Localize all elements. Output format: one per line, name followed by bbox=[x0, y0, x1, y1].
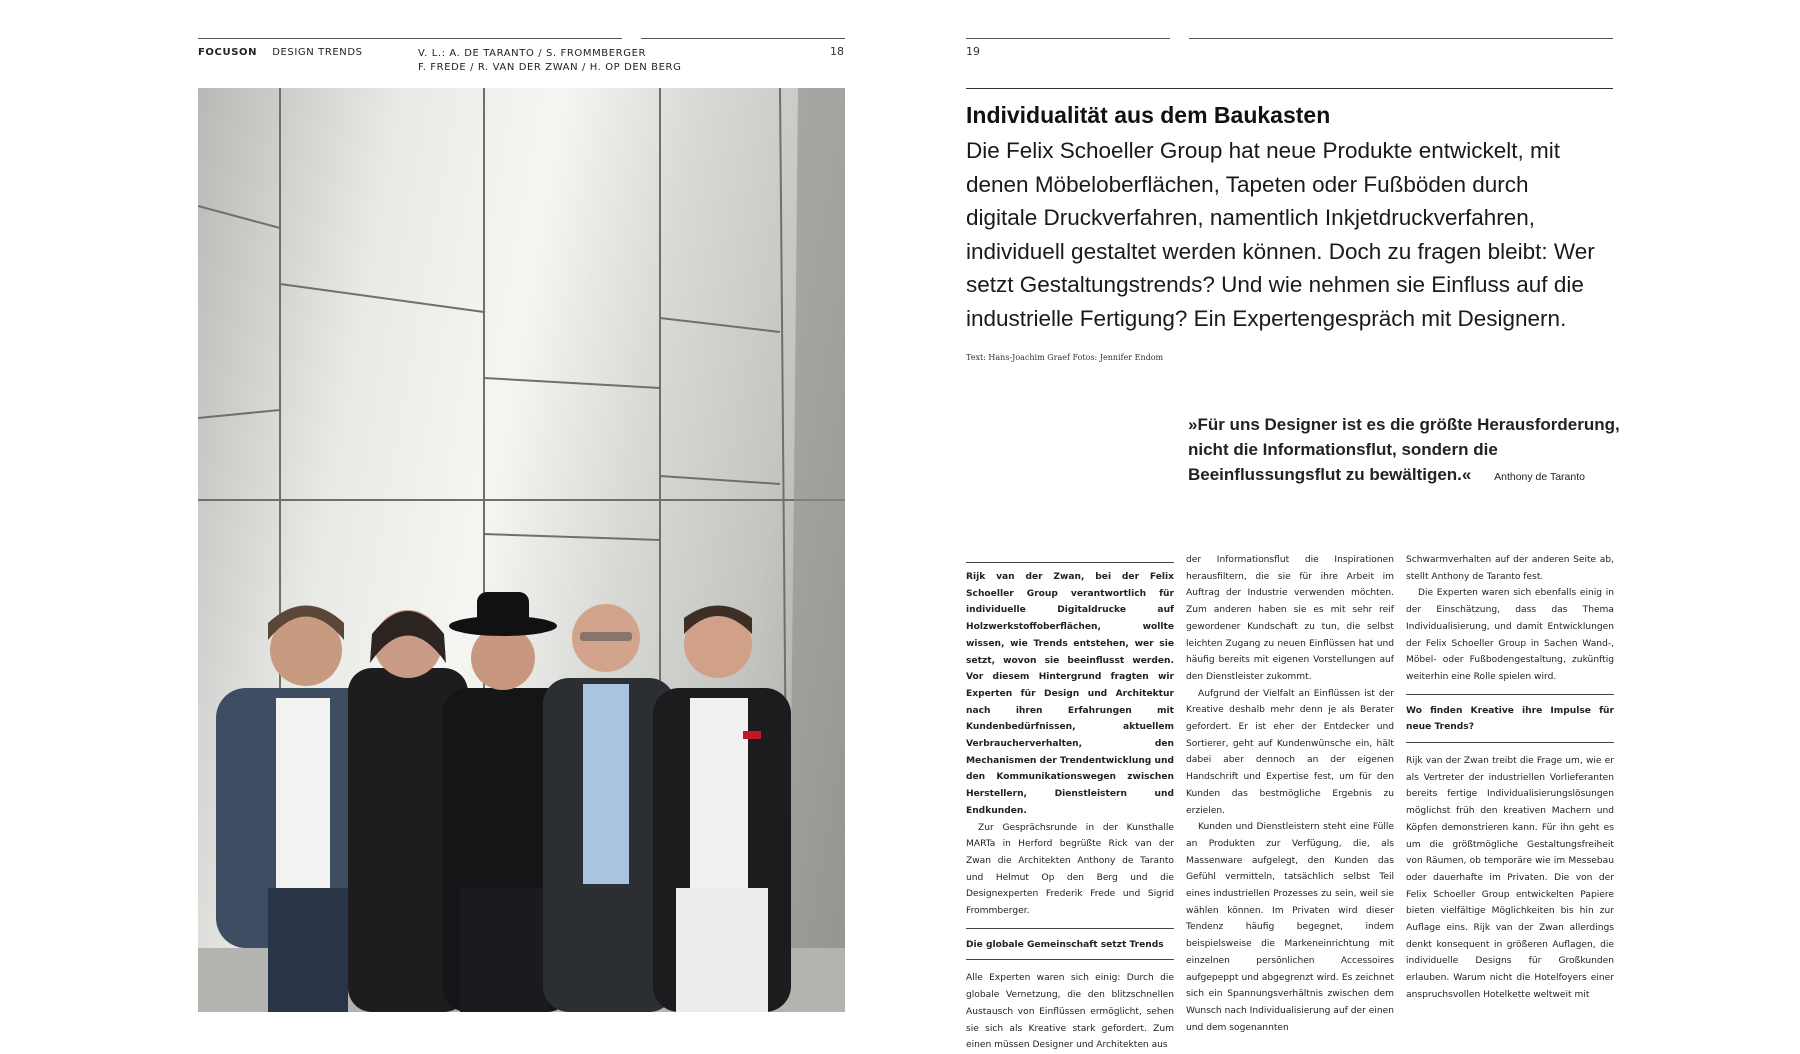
photo-caption bbox=[418, 47, 681, 75]
header-rule-left-2 bbox=[641, 38, 845, 39]
subheading: Wo finden Kreative ihre Impulse für neue Trends? bbox=[1406, 694, 1614, 743]
subheading: Die globale Gemeinschaft setzt Trends bbox=[966, 928, 1174, 961]
body-paragraph: Kunden und Dienstleistern steht eine Fülle an Produkten zur Verfügung, die, als Massenware aufgelegt, den Kunden das Gefühl vermitteln, tatsächlich selbst Teil eines industriellen Prozesses zu sein, weil sie wählen können. Im Privaten wird dieser Tendenz häufig begegnet, indem beispielsweise die Markeneinrichtung mit einzelnen persönlichen Accessoires aufgepeppt und abgegrenzt wird. Es zeichnet sich ein Spannungsverhältnis zwischen dem Wunsch nach Individualisierung auf der einen und dem sogenannten bbox=[1186, 822, 1394, 1033]
group-photo-illustration bbox=[198, 88, 845, 1012]
body-paragraph: Zur Gesprächsrunde in der Kunsthalle MARTa in Herford begrüßte Rick van der Zwan die Architekten Anthony de Taranto und Helmut Op den Berg und die Designexperten Frederik Frede und Sigrid Frommberger. bbox=[966, 822, 1174, 917]
body-paragraph: der Informationsflut die Inspirationen herausfiltern, die sie für ihre Arbeit im Auftrag der Industrie verwenden möchten. Zum anderen haben sie es mit sehr reif gewordener Kundschaft zu tun, die selbst leichten Zugang zu neuen Einflüssen hat und häufig bereits mit eigenen Vorstellungen auf den Dienstleister zukommt. bbox=[1186, 555, 1394, 682]
header-rule-right-2 bbox=[1189, 38, 1613, 39]
group-photo bbox=[198, 88, 845, 1012]
article-lead: Die Felix Schoeller Group hat neue Produkte entwickelt, mit denen Möbeloberflächen, Tapeten oder Fußböden durch digitale Druckverfahren, namentlich Inkjetdruckverfahren, individuell gestaltet werden können. Doch zu fragen bleibt: Wer setzt Gestaltungstrends? Und wie nehmen sie Einfluss auf die industrielle Fertigung? Ein Expertengespräch mit Designern. bbox=[966, 138, 1595, 331]
article-title: Individualität aus dem Baukasten bbox=[966, 102, 1331, 128]
section-prefix: FOCUS bbox=[198, 47, 239, 58]
section-on: ON bbox=[239, 47, 258, 58]
title-rule bbox=[966, 88, 1613, 89]
header-rule-left bbox=[198, 38, 622, 39]
section-name: DESIGN TRENDS bbox=[272, 47, 363, 58]
page-number-right: 19 bbox=[966, 45, 980, 58]
pull-quote-attribution: Anthony de Taranto bbox=[1494, 471, 1585, 483]
body-paragraph: Rijk van der Zwan treibt die Frage um, wie er als Vertreter der industriellen Vorlieferanten bereits fertige Individualisierungslösungen möglichst früh den kreativen Machern und Köpfen demonstrieren kann. Für ihn geht es um die größtmögliche Gestaltungsfreiheit von Räumen, ob temporäre wie im Messebau oder dauerhafte im Privaten. Die von der Felix Schoeller Group entwickelten Papiere bieten vielfältige Möglichkeiten bis hin zur Auflage eins. Rijk van der Zwan allerdings denkt konsequent in größeren Auflagen, die individuelle Designs für Großkunden erlauben. Warum nicht die Hotelfoyers einer anspruchsvollen Hotelkette weltweit mit bbox=[1406, 756, 1614, 1000]
page-number-left: 18 bbox=[830, 45, 844, 58]
body-column-3 bbox=[1406, 552, 1614, 1004]
section-label bbox=[198, 47, 363, 58]
body-paragraph: Die Experten waren sich ebenfalls einig in der Einschätzung, dass das Thema Individualisierung, und damit Entwicklungen der Felix Schoeller Group in Sachen Wand-, Möbel- oder Fußbodengestaltung, zukünftig weiterhin eine Rolle spielen wird. bbox=[1406, 588, 1614, 682]
body-paragraph: Schwarmverhalten auf der anderen Seite ab, stellt Anthony de Taranto fest. bbox=[1406, 555, 1614, 582]
caption-line-2: F. FREDE / R. VAN DER ZWAN / H. OP DEN BERG bbox=[418, 62, 682, 73]
caption-line-1: V. L.: A. DE TARANTO / S. FROMMBERGER bbox=[418, 48, 647, 59]
body-column-2 bbox=[1186, 552, 1394, 1036]
body-paragraph: Aufgrund der Vielfalt an Einflüssen ist der Kreative deshalb mehr denn je als Berater gefordert. Er ist eher der Entdecker und Sortierer, geht auf Kundenwünsche ein, hält dabei aber dennoch an der eigenen Handschrift und Expertise fest, um für den Kunden das bestmögliche Ergebnis zu erzielen. bbox=[1186, 688, 1394, 816]
intro-paragraph: Rijk van der Zwan, bei der Felix Schoeller Group verantwortlich für individuelle Digitaldrucke auf Holzwerkstoffoberflächen, wollte wissen, wie Trends entstehen, wer sie setzt, wovon sie beeinflusst werden. Vor diesem Hintergrund fragten wir Experten für Design und Architektur nach ihren Erfahrungen mit Kundenbedürfnissen, aktuellem Verbraucherverhalten, den Mechanismen der Trendentwicklung und den Kommunikationswegen zwischen Herstellern, Dienstleistern und Endkunden. bbox=[966, 562, 1174, 820]
pull-quote bbox=[1188, 412, 1628, 490]
person-5 bbox=[653, 606, 791, 1013]
article-credit: Text: Hans-Joachim Graef Fotos: Jennifer Endom bbox=[966, 353, 1164, 362]
pull-quote-text: »Für uns Designer ist es die größte Herausforderung, nicht die Informationsflut, sondern die Beeinflussungsflut zu bewältigen.« bbox=[1188, 415, 1620, 484]
header-rule-right-1 bbox=[966, 38, 1170, 39]
body-paragraph: Alle Experten waren sich einig: Durch die globale Vernetzung, die den blitzschnellen Austausch von Einflüssen ermöglicht, sehen sie sich als Kreative stark gefordert. Zum einen müssen Designer und Architekten aus bbox=[966, 973, 1174, 1051]
body-column-1 bbox=[966, 562, 1174, 1054]
